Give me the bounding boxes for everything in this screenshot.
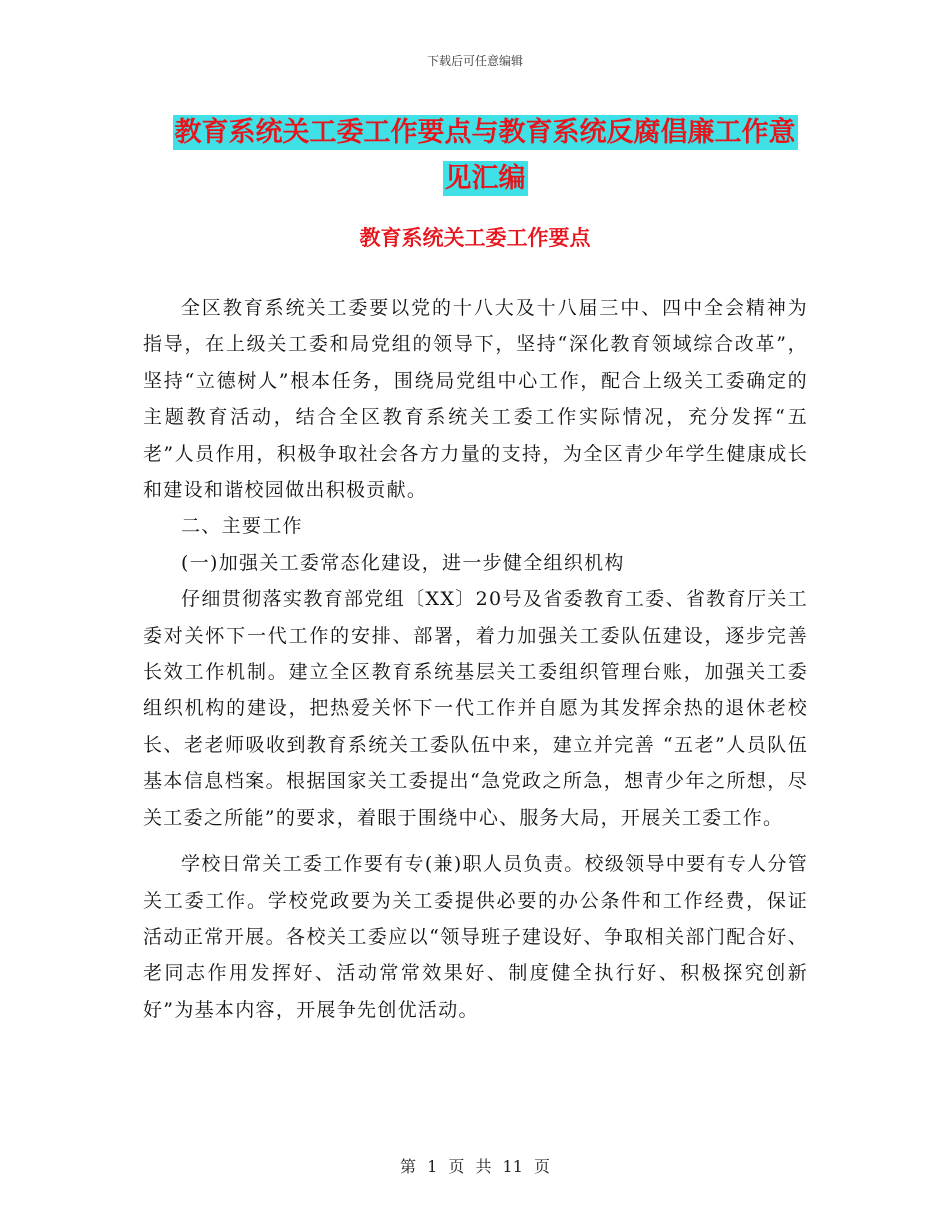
paragraph-intro: 全区教育系统关工委要以党的十八大及十八届三中、四中全会精神为指导，在上级关工委和局党组的领导下，坚持“深化教育领域综合改革”，坚持“立德树人”根本任务，围绕局党组中心工作，配合上级关工委确定的主题教育活动，结合全区教育系统关工委工作实际情况，充分发挥“五老”人员作用，积极争取社会各方力量的支持，为全区青少年学生健康成长和建设和谐校园做出积极贡献。	[143, 297, 808, 502]
page-header-note: 下载后可任意编辑	[426, 54, 523, 68]
page-number-footer: 第 1 页 共 11 页	[400, 1157, 550, 1176]
heading-main-work: 二、主要工作	[181, 515, 303, 538]
document-title-line1: 教育系统关工委工作要点与教育系统反腐倡廉工作意	[174, 117, 796, 148]
document-body	[143, 290, 808, 1028]
document-title-line2: 见汇编	[444, 163, 526, 194]
paragraph-implementation: 仔细贯彻落实教育部党组〔XX〕20号及省委教育工委、省教育厅关工委对关怀下一代工作的安排、部署，着力加强关工委队伍建设，逐步完善长效工作机制。建立全区教育系统基层关工委组织管理台账，加强关工委组织机构的建设，把热爱关怀下一代工作并自愿为其发挥余热的退休老校长、老老师吸收到教育系统关工委队伍中来，建立并完善 “五老”人员队伍基本信息档案。根据国家关工委提出“急党政之所急，想青少年之所想，尽关工委之所能”的要求，着眼于围绕中心、服务大局，开展关工委工作。	[143, 588, 808, 829]
document-title	[160, 110, 810, 202]
subheading-organization: (一)加强关工委常态化建设，进一步健全组织机构	[181, 551, 625, 574]
paragraph-school-work: 学校日常关工委工作要有专(兼)职人员负责。校级领导中要有专人分管关工委工作。学校党政要为关工委提供必要的办公条件和工作经费，保证活动正常开展。各校关工委应以“领导班子建设好、争取相关部门配合好、老同志作用发挥好、活动常常效果好、制度健全执行好、积极探究创新好”为基本内容，开展争先创优活动。	[143, 853, 808, 1021]
section-title: 教育系统关工委工作要点	[359, 226, 591, 250]
